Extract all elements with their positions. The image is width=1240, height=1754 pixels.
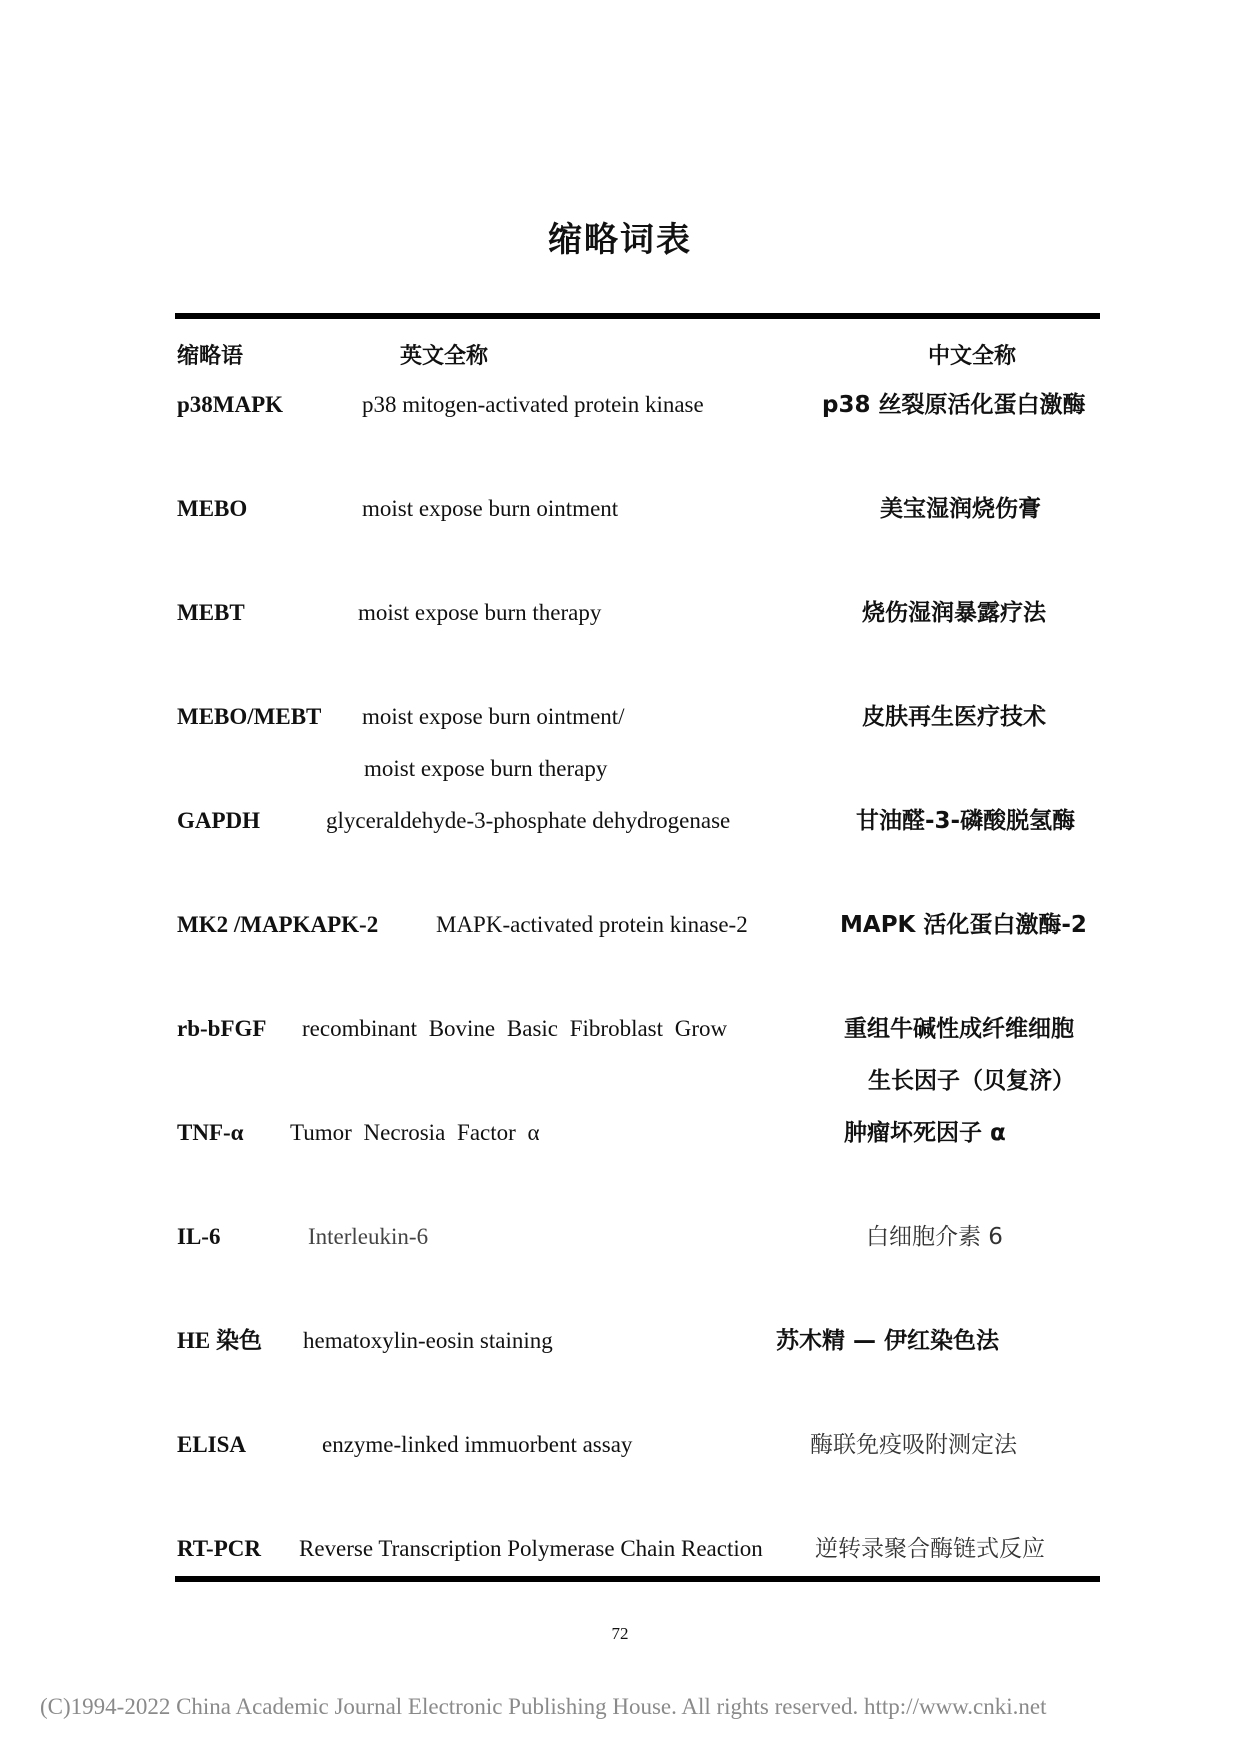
table-bottom-rule bbox=[175, 1576, 1100, 1582]
table-row bbox=[0, 1326, 1240, 1430]
abbreviation: p38MAPK bbox=[177, 392, 284, 417]
table-row bbox=[0, 806, 1240, 910]
header-english-name: 英文全称 bbox=[400, 344, 489, 369]
english-term: MAPK-activated protein kinase-2 bbox=[436, 912, 748, 937]
chinese-term: 逆转录聚合酶链式反应 bbox=[815, 1536, 1045, 1562]
chinese-term: MAPK 活化蛋白激酶-2 bbox=[840, 912, 1087, 938]
abbreviation: MEBO/MEBT bbox=[177, 704, 322, 729]
copyright-footer: (C)1994-2022 China Academic Journal Electronic Publishing House. All rights reserved. http://www.cnki.net bbox=[40, 1694, 1047, 1719]
chinese-term: 肿瘤坏死因子 α bbox=[844, 1120, 1006, 1146]
page-number: 72 bbox=[611, 1624, 629, 1643]
chinese-term: 酶联免疫吸附测定法 bbox=[810, 1432, 1017, 1458]
abbreviation: rb-bFGF bbox=[177, 1016, 267, 1041]
abbreviation: ELISA bbox=[177, 1432, 247, 1457]
chinese-term: 苏木精 — 伊红染色法 bbox=[776, 1328, 1000, 1354]
chinese-term: 烧伤湿润暴露疗法 bbox=[862, 600, 1046, 626]
chinese-term: 重组牛碱性成纤维细胞 bbox=[844, 1016, 1074, 1042]
table-row bbox=[0, 702, 1240, 806]
english-term: Tumor Necrosia Factor α bbox=[290, 1120, 540, 1145]
chinese-term: 甘油醛-3-磷酸脱氢酶 bbox=[856, 808, 1076, 834]
table-row bbox=[0, 910, 1240, 1014]
header-chinese-name: 中文全称 bbox=[928, 344, 1017, 369]
abbreviation: MEBO bbox=[177, 496, 248, 521]
abbreviation: RT-PCR bbox=[177, 1536, 261, 1561]
chinese-term-continued: 生长因子（贝复济） bbox=[868, 1068, 1075, 1094]
english-term-continued: moist expose burn therapy bbox=[364, 756, 608, 781]
table-row bbox=[0, 1222, 1240, 1326]
header-abbreviation: 缩略语 bbox=[177, 344, 244, 369]
table-row bbox=[0, 494, 1240, 598]
english-term: recombinant Bovine Basic Fibroblast Grow bbox=[302, 1016, 728, 1041]
table-row bbox=[0, 390, 1240, 494]
chinese-term: p38 丝裂原活化蛋白激酶 bbox=[822, 392, 1086, 418]
abbreviation: IL-6 bbox=[177, 1224, 221, 1249]
english-term: moist expose burn therapy bbox=[358, 600, 602, 625]
chinese-term: 皮肤再生医疗技术 bbox=[862, 704, 1046, 730]
english-term: Reverse Transcription Polymerase Chain Reaction bbox=[299, 1536, 763, 1561]
table-top-rule bbox=[175, 313, 1100, 319]
english-term: p38 mitogen-activated protein kinase bbox=[362, 392, 704, 417]
table-row bbox=[0, 1014, 1240, 1118]
abbreviation: TNF-α bbox=[177, 1120, 244, 1145]
table-row bbox=[0, 1534, 1240, 1638]
table-row bbox=[0, 598, 1240, 702]
english-term: Interleukin-6 bbox=[308, 1224, 429, 1249]
table-row bbox=[0, 1118, 1240, 1222]
english-term: glyceraldehyde-3-phosphate dehydrogenase bbox=[326, 808, 731, 833]
english-term: hematoxylin-eosin staining bbox=[303, 1328, 553, 1353]
abbreviation: MEBT bbox=[177, 600, 245, 625]
table-row bbox=[0, 1430, 1240, 1534]
english-term: enzyme-linked immuorbent assay bbox=[322, 1432, 633, 1457]
chinese-term: 美宝湿润烧伤膏 bbox=[880, 496, 1041, 522]
chinese-term: 白细胞介素 6 bbox=[866, 1224, 1003, 1250]
abbreviation: GAPDH bbox=[177, 808, 261, 833]
abbreviation: HE 染色 bbox=[177, 1328, 262, 1353]
english-term: moist expose burn ointment/ bbox=[362, 704, 625, 729]
english-term: moist expose burn ointment bbox=[362, 496, 619, 521]
page-title: 缩略词表 bbox=[548, 220, 692, 260]
abbreviation: MK2 /MAPKAPK-2 bbox=[177, 912, 379, 937]
